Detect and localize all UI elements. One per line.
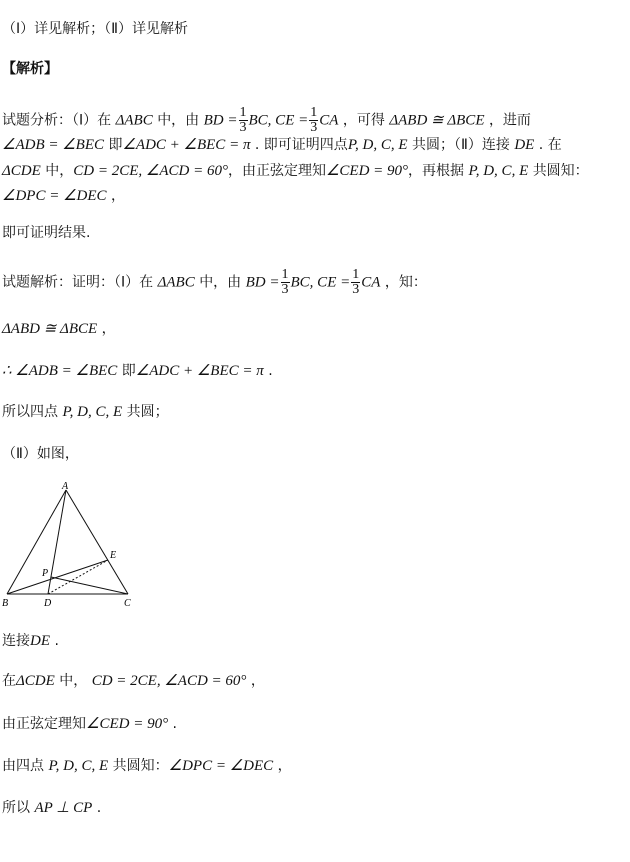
math-expr: ΔCDE bbox=[16, 673, 55, 689]
math-expr: ∠ADC + ∠BEC = π bbox=[135, 363, 264, 379]
analysis-text: ，进而 bbox=[488, 112, 531, 129]
segment-be bbox=[7, 560, 108, 594]
solution-line-8 bbox=[2, 713, 177, 735]
fraction-numerator: 1 bbox=[310, 105, 318, 120]
math-expr: ∴ ∠ADB = ∠BEC bbox=[2, 363, 118, 379]
section-header-text: 【解析】 bbox=[2, 61, 58, 77]
math-expr: ∠DPC = ∠DEC bbox=[168, 758, 274, 774]
math-expr: ΔCDE bbox=[2, 163, 41, 179]
analysis-text: ，可得 bbox=[342, 112, 385, 129]
solution-text: ， bbox=[250, 673, 265, 689]
analysis-text: . 即可证明四点 bbox=[254, 137, 348, 153]
segment-ac bbox=[66, 490, 128, 594]
solution-text: . bbox=[172, 716, 177, 732]
analysis-text: ，由正弦定理知 bbox=[227, 163, 326, 179]
solution-text: . bbox=[96, 800, 102, 816]
fraction-denominator: 3 bbox=[310, 120, 318, 135]
solution-text: . bbox=[54, 633, 59, 649]
math-expr: ∠ADC + ∠BEC = π bbox=[122, 137, 251, 153]
math-expr: BD = bbox=[245, 274, 280, 291]
solution-text: 由正弦定理知 bbox=[2, 716, 86, 732]
fraction-denominator: 3 bbox=[239, 120, 247, 135]
label-e: E bbox=[110, 550, 117, 561]
solution-text: 所以 bbox=[2, 800, 30, 816]
math-expr: ∠CED = 90° bbox=[86, 716, 169, 732]
triangle-figure bbox=[0, 478, 140, 610]
analysis-line-4 bbox=[2, 185, 125, 207]
math-expr: BC, CE = bbox=[290, 274, 351, 291]
solution-text: ， bbox=[277, 758, 292, 774]
math-expr: ΔABC bbox=[157, 274, 195, 291]
solution-text: ，知： bbox=[384, 274, 427, 291]
math-expr: ΔABD ≅ ΔBCE bbox=[2, 321, 98, 337]
solution-line-5 bbox=[2, 443, 79, 465]
solution-line-3 bbox=[2, 360, 273, 382]
math-expr: DE bbox=[514, 137, 535, 153]
math-expr: P, D, C, E bbox=[468, 163, 529, 179]
analysis-text: 即可证明结果. bbox=[2, 225, 91, 241]
math-expr: DE bbox=[30, 633, 50, 649]
label-a: A bbox=[62, 481, 69, 492]
solution-line-9 bbox=[2, 755, 292, 777]
solution-text: . bbox=[268, 363, 273, 379]
fraction-numerator: 1 bbox=[239, 105, 247, 120]
solution-text: 共圆知： bbox=[112, 758, 169, 774]
math-expr: ∠ADB = ∠BEC bbox=[2, 137, 105, 153]
fraction-one-third bbox=[351, 268, 360, 297]
solution-line-6 bbox=[2, 630, 59, 652]
analysis-text: 中， bbox=[45, 163, 74, 179]
solution-text: 试题解析：证明：（Ⅰ）在 bbox=[2, 274, 154, 291]
analysis-text: 即 bbox=[108, 137, 123, 153]
solution-text: 共圆； bbox=[126, 404, 169, 420]
solution-text: 即 bbox=[121, 363, 136, 379]
math-expr: P, D, C, E bbox=[62, 404, 123, 420]
math-expr: CA bbox=[319, 112, 339, 129]
fraction-denominator: 3 bbox=[281, 282, 289, 297]
solution-text: 由四点 bbox=[2, 758, 44, 774]
math-expr: BC, CE = bbox=[248, 112, 309, 129]
solution-line-10 bbox=[2, 797, 101, 819]
math-expr: ∠CED = 90° bbox=[325, 163, 409, 179]
math-expr: BD = bbox=[203, 112, 238, 129]
label-c: C bbox=[124, 598, 131, 609]
analysis-text: 共圆；（Ⅱ）连接 bbox=[412, 137, 510, 153]
answer-line bbox=[2, 18, 188, 40]
analysis-label: 试题分析： bbox=[2, 112, 72, 129]
analysis-line-1 bbox=[2, 106, 531, 135]
solution-text: 在 bbox=[2, 673, 16, 689]
solution-line-2 bbox=[2, 318, 116, 340]
analysis-text: ，再根据 bbox=[408, 163, 465, 179]
solution-line-7 bbox=[2, 670, 265, 692]
solution-text: ， bbox=[101, 321, 116, 337]
math-expr: P, D, C, E bbox=[347, 137, 408, 153]
answer-text: （Ⅰ）详见解析；（Ⅱ）详见解析 bbox=[2, 21, 189, 37]
solution-text: （Ⅱ）如图， bbox=[2, 446, 79, 462]
solution-text: 中，由 bbox=[199, 274, 242, 291]
solution-text: 中， bbox=[59, 673, 88, 689]
fraction-numerator: 1 bbox=[281, 267, 289, 282]
section-header bbox=[2, 58, 58, 80]
label-d: D bbox=[44, 598, 52, 609]
math-expr: CA bbox=[361, 274, 381, 291]
solution-line-1 bbox=[2, 268, 427, 297]
solution-text: 所以四点 bbox=[2, 404, 58, 420]
math-expr: AP ⊥ CP bbox=[34, 800, 93, 816]
math-expr: CD = 2CE, ∠ACD = 60° bbox=[73, 163, 228, 179]
fraction-one-third bbox=[239, 106, 248, 135]
math-expr: ΔABC bbox=[115, 112, 153, 129]
analysis-text: 中，由 bbox=[157, 112, 200, 129]
label-p: P bbox=[42, 568, 49, 579]
analysis-text: . 在 bbox=[538, 137, 562, 153]
fraction-one-third bbox=[281, 268, 290, 297]
fraction-numerator: 1 bbox=[352, 267, 360, 282]
math-expr: CD = 2CE, ∠ACD = 60° bbox=[91, 673, 247, 689]
fraction-one-third bbox=[309, 106, 318, 135]
analysis-text: ， bbox=[110, 188, 125, 204]
analysis-line-2 bbox=[2, 134, 562, 156]
analysis-line-3 bbox=[2, 160, 589, 182]
fraction-denominator: 3 bbox=[352, 282, 360, 297]
solution-text: 连接 bbox=[2, 633, 30, 649]
solution-line-4 bbox=[2, 401, 169, 423]
analysis-line-5 bbox=[2, 222, 90, 244]
analysis-text: （Ⅰ）在 bbox=[72, 112, 112, 129]
math-expr: ΔABD ≅ ΔBCE bbox=[389, 112, 485, 129]
analysis-text: 共圆知： bbox=[532, 163, 589, 179]
label-b: B bbox=[2, 598, 9, 609]
math-expr: ∠DPC = ∠DEC bbox=[2, 188, 107, 204]
math-expr: P, D, C, E bbox=[48, 758, 109, 774]
